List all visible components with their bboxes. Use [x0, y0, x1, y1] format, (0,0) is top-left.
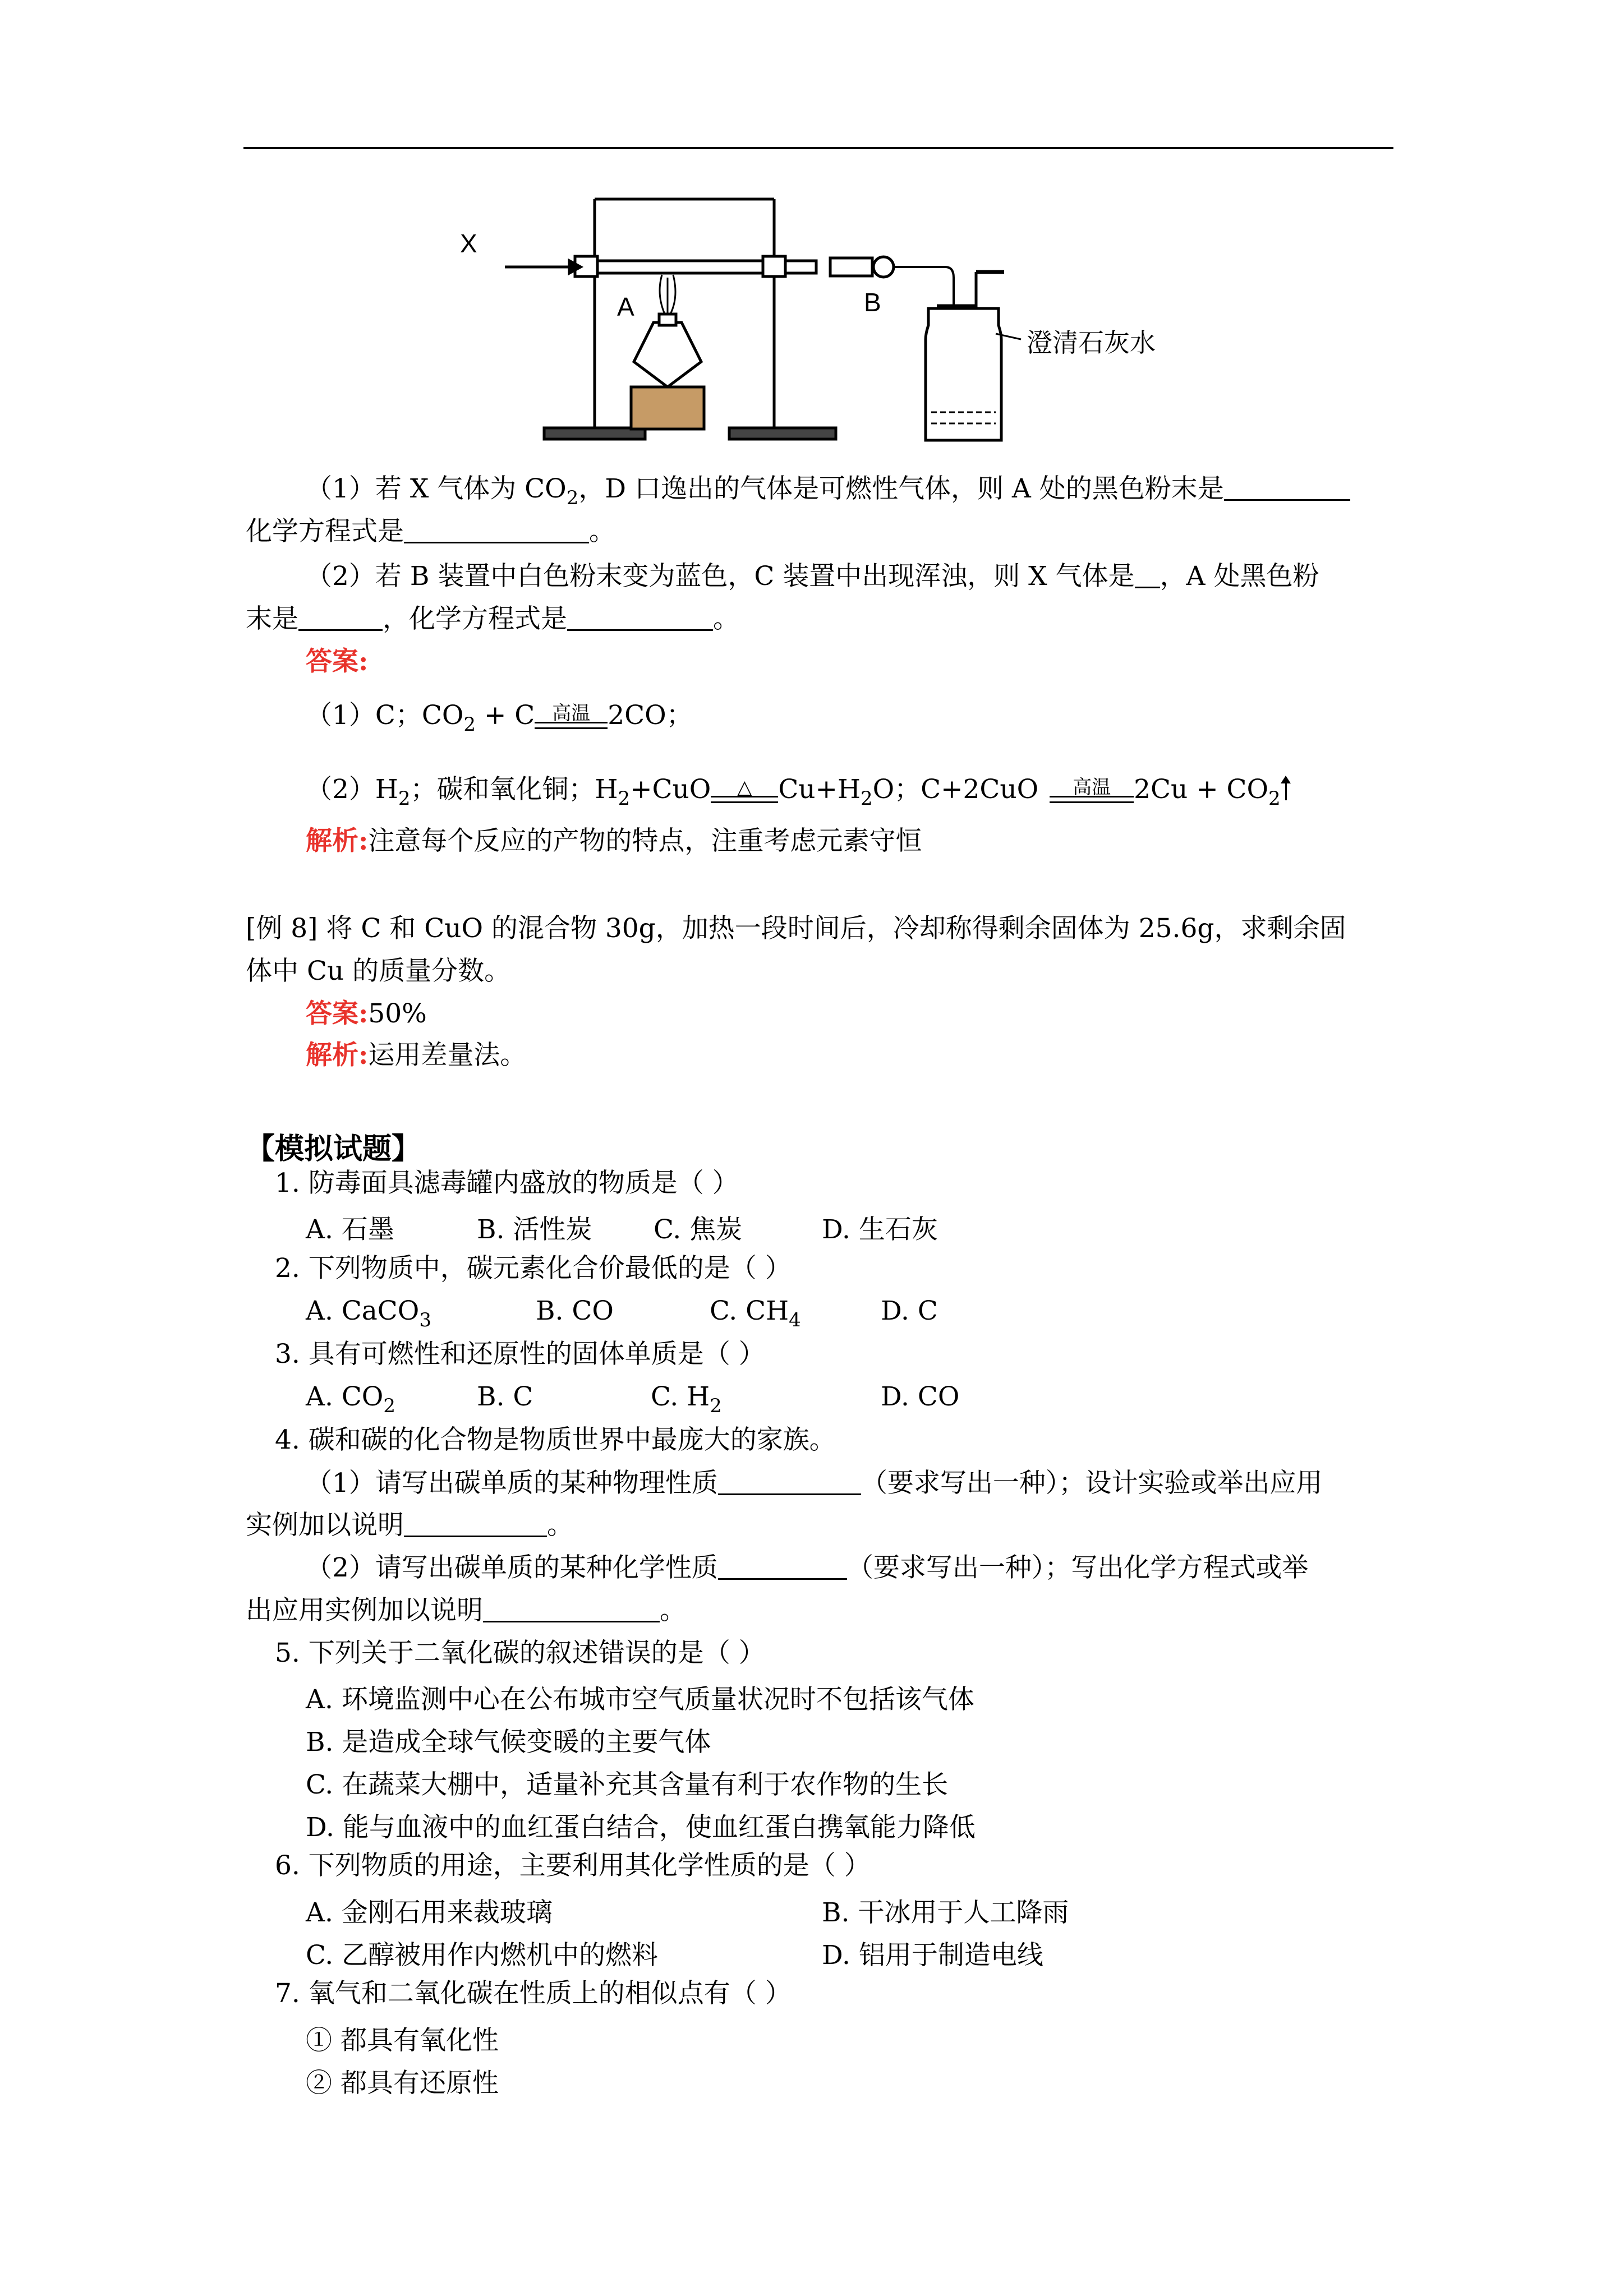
q2-option-a: A. CaCO$_3$ — [306, 1295, 431, 1331]
q1-option-c: C. 焦炭 — [654, 1214, 743, 1245]
section-title: 【模拟试题】 — [246, 1132, 421, 1166]
q5-option-a: A. 环境监测中心在公布城市空气质量状况时不包括该气体 — [306, 1684, 974, 1715]
answer-label: 答案: — [306, 646, 369, 677]
q4-part1-line1: （1）请写出碳单质的某种物理性质 （要求写出一种）；设计实验或举出应用 — [306, 1468, 1323, 1499]
label-a: A — [617, 292, 634, 321]
example8-analysis: 解析:运用差量法。 — [306, 1040, 527, 1071]
alcohol-lamp — [634, 322, 701, 387]
drying-tube-b — [830, 258, 872, 276]
q-part1-line1: （1）若 X 气体为 $CO_2$，D 口逸出的气体是可燃性气体，则 A 处的黑色粉末是 — [306, 472, 1350, 515]
header-rule — [243, 147, 1393, 149]
q5-option-b: B. 是造成全球气候变暖的主要气体 — [306, 1727, 711, 1758]
answer-line-1: （1）C；$CO_2 + C$ 高温 2CO； — [306, 700, 693, 736]
q1-option-d: D. 生石灰 — [822, 1214, 938, 1245]
question-5: 5. 下列关于二氧化碳的叙述错误的是（ ） — [275, 1638, 765, 1668]
q1-option-b: B. 活性炭 — [477, 1214, 592, 1245]
q5-option-d: D. 能与血液中的血红蛋白结合，使血红蛋白携氧能力降低 — [306, 1812, 976, 1843]
q-part2-line1: （2）若 B 装置中白色粉末变为蓝色，C 装置中出现浑浊，则 X 气体是 ，A 处黑色粉 — [306, 561, 1319, 592]
example8-line2: 体中 Cu 的质量分数。 — [246, 956, 511, 986]
q4-part2-line2: 出应用实例加以说明 。 — [246, 1595, 686, 1626]
q6-option-d: D. 铝用于制造电线 — [822, 1940, 1043, 1971]
example8-answer: 答案:50% — [306, 998, 427, 1029]
question-3: 3. 具有可燃性和还原性的固体单质是（ ） — [275, 1339, 765, 1370]
question-4: 4. 碳和碳的化合物是物质世界中最庞大的家族。 — [275, 1424, 836, 1455]
apparatus-figure — [438, 193, 1212, 457]
q3-option-c: C. $H_2$ — [651, 1381, 722, 1417]
question-1: 1. 防毒面具滤毒罐内盛放的物质是（ ） — [275, 1168, 739, 1198]
wooden-block — [631, 387, 704, 429]
q3-option-d: D. CO — [881, 1381, 960, 1412]
q7-option-1: ① 都具有氧化性 — [306, 2025, 499, 2056]
q3-option-a: A. $CO_2$ — [306, 1381, 395, 1417]
answer-line-2: $(2)H_2$；碳和氧化铜；$H_2+CuO$ △ $Cu+H_2O$；C+2CuO 高温 $2Cu + CO_2$ — [306, 773, 1287, 815]
q6-option-b: B. 干冰用于人工降雨 — [822, 1897, 1069, 1928]
q4-part1-line2: 实例加以说明 。 — [246, 1510, 573, 1541]
label-x: X — [460, 229, 477, 258]
label-b: B — [864, 288, 881, 317]
question-6: 6. 下列物质的用途，主要利用其化学性质的是（ ） — [275, 1850, 871, 1881]
gas-up-arrow — [1285, 780, 1287, 800]
q-part2-line2: 末是 ，化学方程式是 。 — [246, 603, 739, 634]
q3-option-b: B. C — [477, 1381, 533, 1412]
q6-option-a: A. 金刚石用来裁玻璃 — [306, 1897, 553, 1928]
q1-option-a: A. 石墨 — [306, 1214, 394, 1245]
q2-option-c: C. $CH_4$ — [710, 1295, 801, 1331]
label-limewater: 澄清石灰水 — [1027, 328, 1156, 358]
question-2: 2. 下列物质中，碳元素化合价最低的是（ ） — [275, 1253, 792, 1284]
q2-option-d: D. C — [881, 1295, 938, 1326]
right-stand-base — [729, 428, 836, 439]
q4-part2-line1: （2）请写出碳单质的某种化学性质 （要求写出一种）；写出化学方程式或举 — [306, 1552, 1309, 1583]
analysis-line: 解析:注意每个反应的产物的特点，注重考虑元素守恒 — [306, 826, 922, 856]
q2-option-b: B. CO — [536, 1295, 614, 1326]
burner-flame — [660, 275, 675, 314]
example8-line1: [例 8] 将 C 和 CuO 的混合物 30g，加热一段时间后，冷却称得剩余固体为 25.6g，求剩余固 — [246, 913, 1346, 944]
q7-option-2: ② 都具有还原性 — [306, 2068, 499, 2099]
q6-option-c: C. 乙醇被用作内燃机中的燃料 — [306, 1940, 659, 1971]
question-7: 7. 氧气和二氧化碳在性质上的相似点有（ ） — [275, 1978, 792, 2009]
q5-option-c: C. 在蔬菜大棚中，适量补充其含量有利于农作物的生长 — [306, 1769, 949, 1800]
q-part1-line2: 化学方程式是 。 — [246, 516, 615, 547]
limewater-bottle — [926, 308, 1001, 440]
